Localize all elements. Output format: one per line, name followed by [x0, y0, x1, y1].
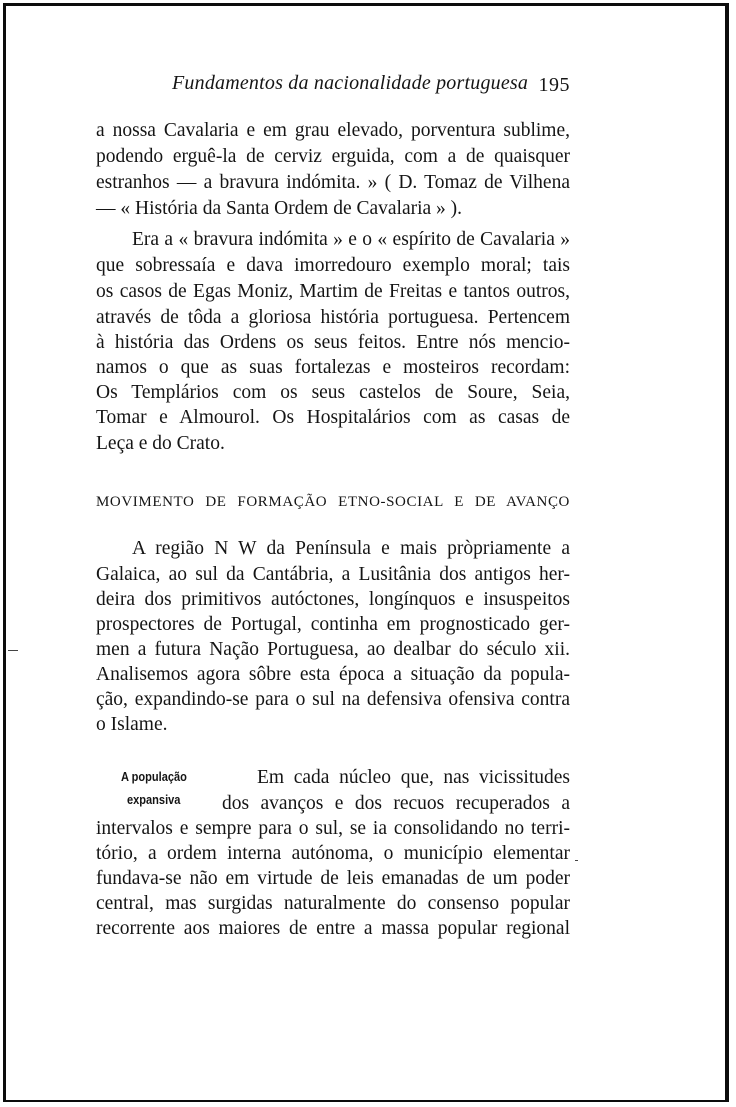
text-line: os casos de Egas Moniz, Martim de Freitas e tantos outros, — [96, 281, 570, 302]
text-line: fundava-se não em virtude de leis emanadas de um poder — [96, 868, 570, 889]
text-line: podendo erguê-la de cerviz erguida, com a de quaisquer — [96, 146, 570, 167]
text-line: que sobressaía e dava imorredouro exemplo moral; tais — [96, 255, 570, 276]
text-line: o Islame. — [96, 714, 168, 735]
text-line: recorrente aos maiores de entre a massa popular regional — [96, 918, 570, 939]
text-line: central, mas surgidas naturalmente do consenso popular — [96, 893, 570, 914]
side-note-line1: A população — [121, 769, 187, 784]
text-line: à história das Ordens os seus feitos. Entre nós mencio- — [96, 332, 570, 353]
text-line: deira dos primitivos autóctones, longínquos e insuspeitos — [96, 589, 570, 610]
text-line: Era a « bravura indómita » e o « espírito de Cavalaria » — [132, 229, 570, 250]
scan-mark — [575, 860, 578, 861]
text-line: A região N W da Península e mais pròpriamente a — [132, 538, 570, 559]
section-heading: MOVIMENTO DE FORMAÇÃO ETNO-SOCIAL E DE AVANÇO — [96, 494, 570, 510]
side-note-line2: expansiva — [127, 792, 181, 807]
text-line: ção, expandindo-se para o sul na defensiva ofensiva contra — [96, 689, 570, 710]
text-line: men a futura Nação Portuguesa, ao dealbar do século xii. — [96, 639, 570, 660]
text-line: tório, a ordem interna autónoma, o município elementar — [96, 843, 570, 864]
text-line: Tomar e Almourol. Os Hospitalários com as casas de — [96, 407, 570, 428]
text-line: através de tôda a gloriosa história portuguesa. Pertencem — [96, 307, 570, 328]
text-line: prospectores de Portugal, continha em prognosticado ger- — [96, 614, 570, 635]
text-line: namos o que as suas fortalezas e mosteiros recordam: — [96, 357, 570, 378]
text-line: Galaica, ao sul da Cantábria, a Lusitânia dos antigos her- — [96, 564, 570, 585]
text-line: a nossa Cavalaria e em grau elevado, porventura sublime, — [96, 120, 570, 141]
text-line: dos avanços e dos recuos recuperados a — [222, 793, 570, 814]
text-line: Analisemos agora sôbre esta época a situação da popula- — [96, 664, 570, 685]
page-header — [96, 72, 570, 102]
text-line: estranhos — a bravura indómita. » ( D. Tomaz de Vilhena — [96, 172, 570, 193]
running-title: Fundamentos da nacionalidade portuguesa — [172, 72, 529, 94]
text-line: Em cada núcleo que, nas vicissitudes — [257, 767, 570, 788]
page-number: 195 — [538, 74, 570, 96]
text-line: intervalos e sempre para o sul, se ia consolidando no terri- — [96, 818, 570, 839]
text-line: Os Templários com os seus castelos de Soure, Seia, — [96, 382, 570, 403]
scan-mark — [8, 650, 18, 651]
text-line: Leça e do Crato. — [96, 433, 225, 454]
text-line: — « História da Santa Ordem de Cavalaria » ). — [96, 198, 463, 219]
